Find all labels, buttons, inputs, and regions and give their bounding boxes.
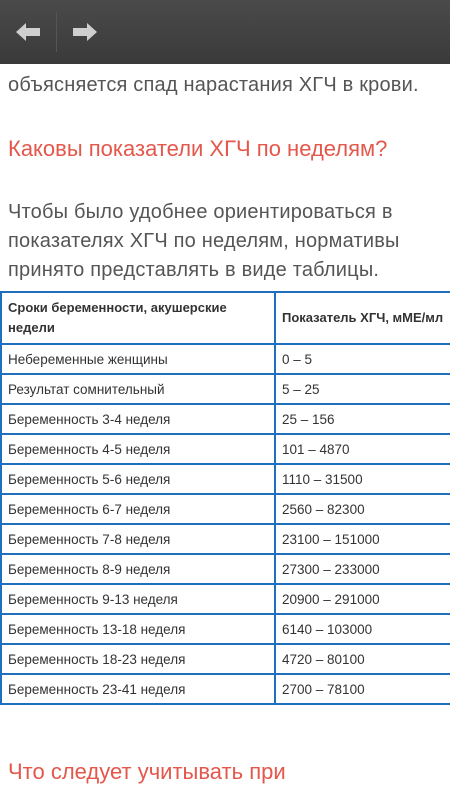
table-row [1,374,450,404]
forward-button[interactable] [57,0,113,64]
table-row [1,614,450,644]
hcg-value-cell: 101 – 4870 [275,434,450,464]
term-cell: Беременность 5-6 неделя [1,464,275,494]
intro-line-1: Чтобы было удобнее ориентироваться в [8,201,393,223]
term-cell: Беременность 7-8 неделя [1,524,275,554]
previous-paragraph-line: объясняется спад нарастания ХГЧ в крови. [8,74,419,96]
term-cell: Беременность 23-41 неделя [1,674,275,704]
hcg-value-cell: 0 – 5 [275,344,450,374]
table-row [1,524,450,554]
table-row [1,344,450,374]
table-row [1,554,450,584]
section-heading: Каковы показатели ХГЧ по неделям? [8,136,388,161]
table-row [1,404,450,434]
header-term: Сроки беременности, акушерские недели [1,292,275,344]
next-section-heading: Что следует учитывать при [8,759,286,784]
term-cell: Беременность 6-7 неделя [1,494,275,524]
term-cell: Небеременные женщины [1,344,275,374]
term-cell: Беременность 18-23 неделя [1,644,275,674]
hcg-value-cell: 25 – 156 [275,404,450,434]
hcg-value-cell: 2560 – 82300 [275,494,450,524]
back-button[interactable] [0,0,56,64]
hcg-value-cell: 23100 – 151000 [275,524,450,554]
term-cell: Беременность 3-4 неделя [1,404,275,434]
hcg-value-cell: 1110 – 31500 [275,464,450,494]
table-row [1,464,450,494]
table-body [1,344,450,704]
back-arrow-icon [14,21,42,43]
intro-line-2: показателях ХГЧ по неделям, нормативы [8,230,400,252]
forward-arrow-icon [71,21,99,43]
term-cell: Беременность 8-9 неделя [1,554,275,584]
term-cell: Беременность 13-18 неделя [1,614,275,644]
table-row [1,644,450,674]
table-row [1,584,450,614]
table-row [1,494,450,524]
term-cell: Беременность 9-13 неделя [1,584,275,614]
hcg-value-cell: 20900 – 291000 [275,584,450,614]
hcg-value-cell: 4720 – 80100 [275,644,450,674]
hcg-value-cell: 27300 – 233000 [275,554,450,584]
table-header-row [1,292,450,344]
header-hcg-value: Показатель ХГЧ, мМЕ/мл [275,292,450,344]
table-row [1,674,450,704]
hcg-table [0,291,450,705]
hcg-value-cell: 6140 – 103000 [275,614,450,644]
hcg-value-cell: 5 – 25 [275,374,450,404]
hcg-value-cell: 2700 – 78100 [275,674,450,704]
term-cell: Результат сомнительный [1,374,275,404]
intro-line-3: принято представлять в виде таблицы. [8,259,380,281]
term-cell: Беременность 4-5 неделя [1,434,275,464]
table-row [1,434,450,464]
browser-toolbar [0,0,450,64]
